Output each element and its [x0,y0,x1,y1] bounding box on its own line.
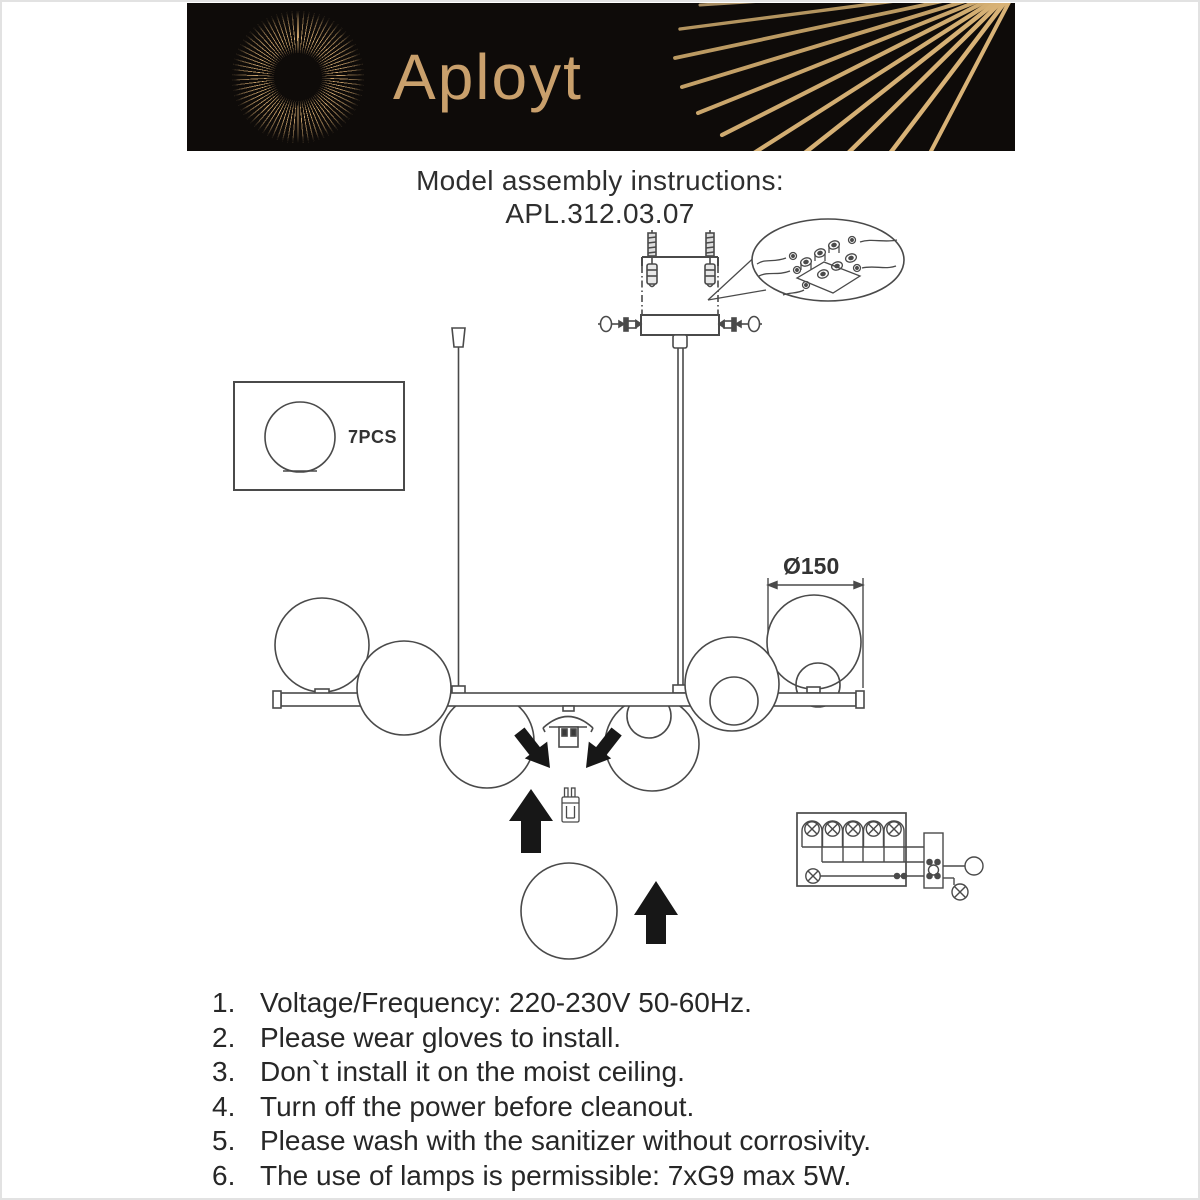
instruction-text: Turn off the power before cleanout. [260,1090,695,1122]
terminal-block-callout [708,219,904,301]
glass-globe [275,598,369,695]
lamp-symbol [823,821,843,847]
chandelier-drawing [273,595,864,791]
instruction-number: 6. [212,1159,236,1191]
instruction-text: Please wash with the sanitizer without corrosivity. [260,1125,872,1157]
stem-drawing [678,348,683,685]
instruction-item [212,986,1072,1021]
instruction-text: The use of lamps is permissible: 7xG9 max 5W. [260,1159,852,1191]
glass-globe [767,595,861,707]
lamp-holder-drawing [543,706,593,747]
mounting-screw-icon [647,230,657,287]
glass-globe [357,641,451,735]
lamp-symbol [884,821,904,847]
up-arrow-icon [634,881,678,944]
instruction-text: Voltage/Frequency: 220-230V 50-60Hz. [260,987,752,1018]
instruction-number: 1. [212,987,236,1018]
instruction-number: 4. [212,1090,236,1122]
set-screw-rotation-icon [719,317,762,332]
switch-block [924,833,943,888]
lamp-symbol [802,821,822,847]
instruction-number: 3. [212,1056,236,1088]
lamp-symbol [952,884,968,900]
title-line2-model-code: APL.312.03.07 [505,198,695,229]
wiring-diagram [797,813,983,900]
glass-globe [521,863,617,959]
instruction-item [212,1090,1072,1125]
instruction-item [212,1124,1072,1159]
instructions-list [212,986,1072,1194]
title-line1: Model assembly instructions: [416,165,784,196]
glass-globe [605,694,699,791]
lamp-symbol [864,821,884,847]
up-arrow-icon [509,789,553,853]
brand-wordmark: Aployt [393,41,583,113]
lamp-symbol [806,869,820,883]
globe-diameter-label: Ø150 [783,553,840,579]
suspension-cable-drawing [452,328,465,686]
glass-globe [685,637,779,731]
instruction-number: 2. [212,1021,236,1053]
instruction-text: Don`t install it on the moist ceiling. [260,1056,685,1088]
instruction-item [212,1055,1072,1090]
instruction-item [212,1159,1072,1194]
set-screw-rotation-icon [598,317,641,332]
instruction-item [212,1021,1072,1056]
ceiling-mount-drawing [598,230,762,348]
instruction-text: Please wear gloves to install. [260,1021,622,1053]
mounting-screw-icon [705,230,715,287]
lamp-symbol [843,821,863,847]
parts-count-label: 7PCS [348,427,398,447]
instruction-number: 5. [212,1125,236,1157]
g9-bulb-drawing [562,788,579,822]
